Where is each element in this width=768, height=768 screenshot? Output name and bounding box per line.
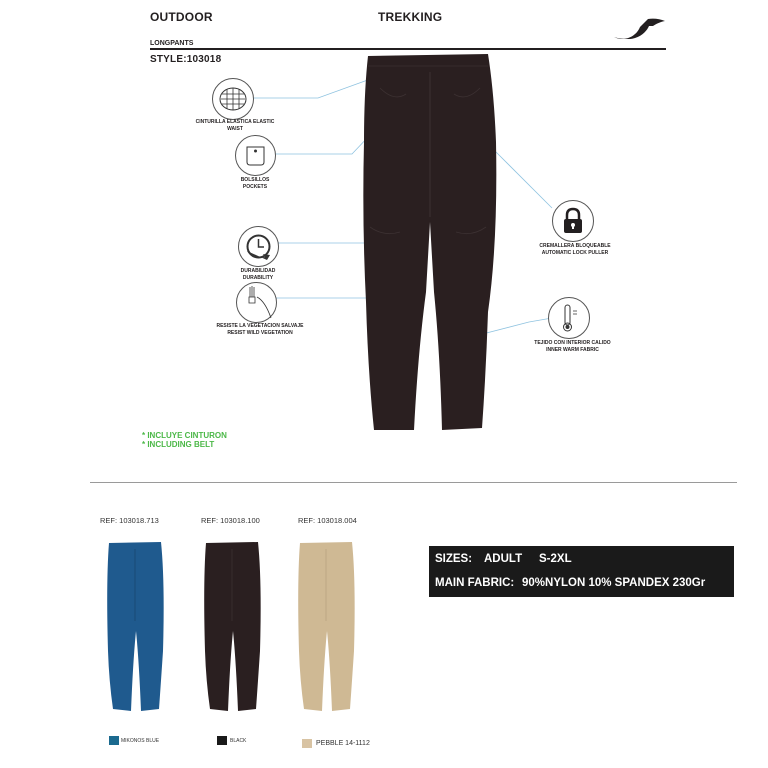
variant-pant-black bbox=[200, 541, 264, 713]
feature-label-warm-fabric: TEJIDO CON INTERIOR CALIDO INNER WARM FABRIC bbox=[534, 340, 611, 353]
sizes-group: ADULT bbox=[484, 553, 523, 565]
thermometer-icon bbox=[548, 297, 590, 339]
section-divider bbox=[90, 482, 737, 483]
sizes-range: S-2XL bbox=[539, 553, 572, 565]
variant-ref-pebble: REF: 103018.004 bbox=[298, 516, 357, 525]
main-pant-image bbox=[350, 52, 510, 437]
swatch-black bbox=[217, 736, 227, 745]
swatch-blue bbox=[109, 736, 119, 745]
fabric-value: 90%NYLON 10% SPANDEX 230Gr bbox=[522, 577, 706, 589]
lock-icon bbox=[552, 200, 594, 242]
variant-ref-black: REF: 103018.100 bbox=[201, 516, 260, 525]
fabric-label: MAIN FABRIC: bbox=[435, 577, 515, 589]
variant-ref-blue: REF: 103018.713 bbox=[100, 516, 159, 525]
sizes-label: SIZES: bbox=[435, 553, 473, 565]
swatch-pebble bbox=[302, 739, 312, 748]
variant-pant-pebble bbox=[294, 541, 358, 713]
product-type: LONGPANTS bbox=[150, 40, 194, 47]
sport-label: TREKKING bbox=[378, 10, 443, 24]
feature-label-pockets: BOLSILLOS POCKETS bbox=[240, 177, 270, 190]
durability-icon bbox=[238, 226, 279, 267]
swatch-label-blue: MIKONOS BLUE bbox=[121, 738, 160, 744]
pocket-icon bbox=[235, 135, 276, 176]
style-number: STYLE:103018 bbox=[150, 54, 222, 65]
swatch-label-pebble: PEBBLE 14-1112 bbox=[316, 740, 370, 747]
swatch-label-black: BLACK bbox=[230, 738, 247, 744]
feature-label-durability: DURABILIDAD DURABILITY bbox=[240, 268, 276, 281]
feature-label-lock: CREMALLERA BLOQUEABLE AUTOMATIC LOCK PULLER bbox=[539, 243, 611, 256]
elastic-waist-icon bbox=[212, 78, 254, 120]
category-label: OUTDOOR bbox=[150, 10, 213, 24]
specs-box bbox=[429, 546, 734, 597]
feature-label-vegetation: RESISTE LA VEGETACION SALVAJE RESIST WILD VEGETATION bbox=[216, 323, 304, 336]
vegetation-icon bbox=[236, 282, 277, 323]
variant-pant-blue bbox=[103, 541, 167, 713]
feature-label-elastic-waist: CINTURILLA ELASTICA ELASTIC WAIST bbox=[195, 119, 275, 132]
note-includes-belt: * INCLUYE CINTURON * INCLUDING BELT bbox=[142, 431, 227, 449]
